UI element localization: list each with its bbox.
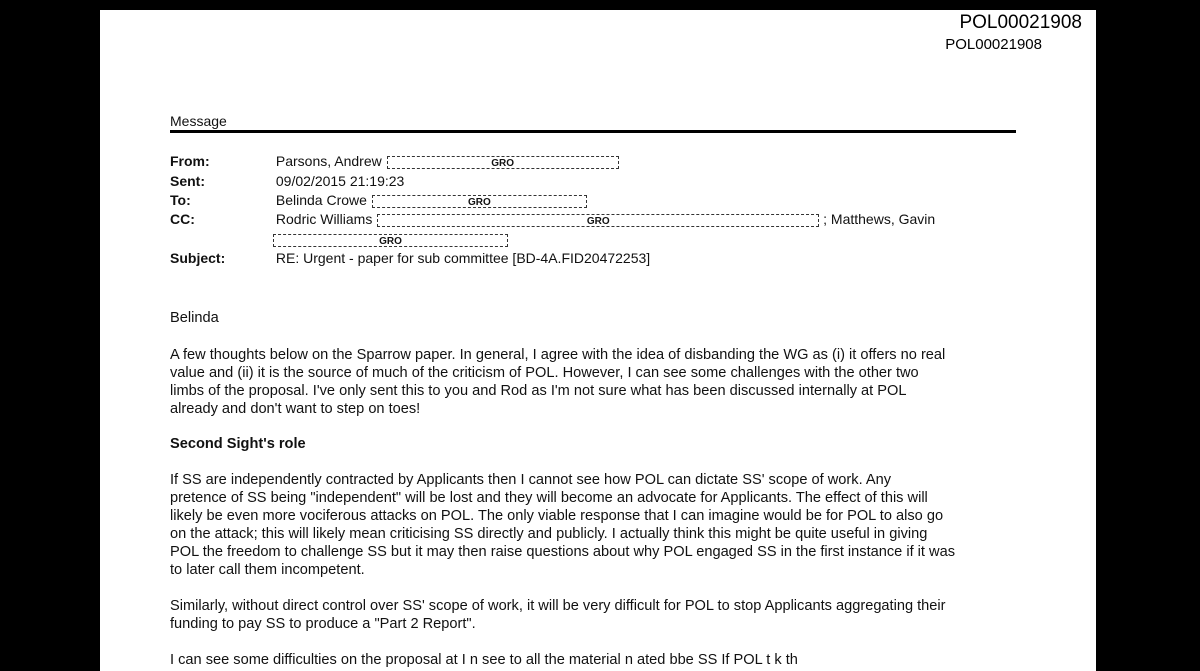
text-line: POL the freedom to challenge SS but it may then raise questions about why POL engaged SS in the first instance if it was (170, 544, 955, 560)
text-line: on the attack; this will likely mean criticising SS directly and publicly. I actually think this might be quite useful in giving (170, 526, 928, 542)
to-value: Belinda Crowe (275, 192, 367, 208)
message-label: Message (170, 113, 227, 129)
text-line: limbs of the proposal. I've only sent this to you and Rod as I'm not sure what has been discussed internally at POL (170, 383, 907, 399)
subject-value: RE: Urgent - paper for sub committee [BD-4A.FID20472253] (275, 250, 651, 266)
paragraph-cutoff (170, 651, 1020, 669)
paragraph-ss-role (170, 471, 1020, 579)
text-line: likely be even more vociferous attacks on POL. The only viable response that I can imagine would be for POL to also go (170, 508, 944, 524)
text-line: pretence of SS being "independent" will be lost and they will become an advocate for Applicants. The effect of this will (170, 490, 928, 506)
to-label: To: (170, 192, 191, 208)
cc-continuation (272, 231, 508, 247)
redaction-box: GRO (387, 156, 619, 169)
sent-row (170, 173, 404, 189)
paragraph-similarly (170, 597, 1020, 633)
from-row (170, 153, 619, 169)
text-line: Similarly, without direct control over SS' scope of work, it will be very difficult for POL to stop Applicants aggregating their (170, 598, 946, 614)
cc-label: CC: (170, 211, 195, 227)
text-line: funding to pay SS to produce a "Part 2 Report". (170, 616, 476, 632)
redaction-box: GRO (273, 234, 508, 247)
from-label: From: (170, 153, 210, 169)
text-line: to later call them incompetent. (170, 562, 365, 578)
text-line: If SS are independently contracted by Applicants then I cannot see how POL can dictate SS' scope of work. Any (170, 472, 892, 488)
subject-row (170, 250, 650, 266)
section-heading: Second Sight's role (170, 436, 306, 452)
sent-label: Sent: (170, 173, 205, 189)
document-page (100, 10, 1096, 671)
text-line: I can see some difficulties on the proposal at I n see to all the material n ated bbe SS If POL t k th (170, 652, 798, 668)
document-id-stamp: POL00021908 (959, 12, 1082, 33)
subject-label: Subject: (170, 250, 226, 266)
cc-row (170, 211, 935, 227)
redaction-box: GRO (377, 214, 819, 227)
cc-value: Rodric Williams (275, 211, 373, 227)
salutation: Belinda (170, 310, 219, 326)
to-row (170, 192, 587, 208)
redaction-box: GRO (372, 195, 587, 208)
text-line: value and (ii) it is the source of much of the criticism of POL. However, I can see some challenges with the other two (170, 365, 919, 381)
text-line: A few thoughts below on the Sparrow paper. In general, I agree with the idea of disbanding the WG as (i) it offers no real (170, 347, 946, 363)
text-line: already and don't want to step on toes! (170, 401, 421, 417)
cc-value-2: ; Matthews, Gavin (823, 211, 936, 227)
document-id: POL00021908 (945, 36, 1042, 53)
paragraph-intro (170, 346, 1020, 418)
sent-value: 09/02/2015 21:19:23 (275, 173, 405, 189)
header-divider (170, 130, 1016, 133)
from-value: Parsons, Andrew (275, 153, 382, 169)
